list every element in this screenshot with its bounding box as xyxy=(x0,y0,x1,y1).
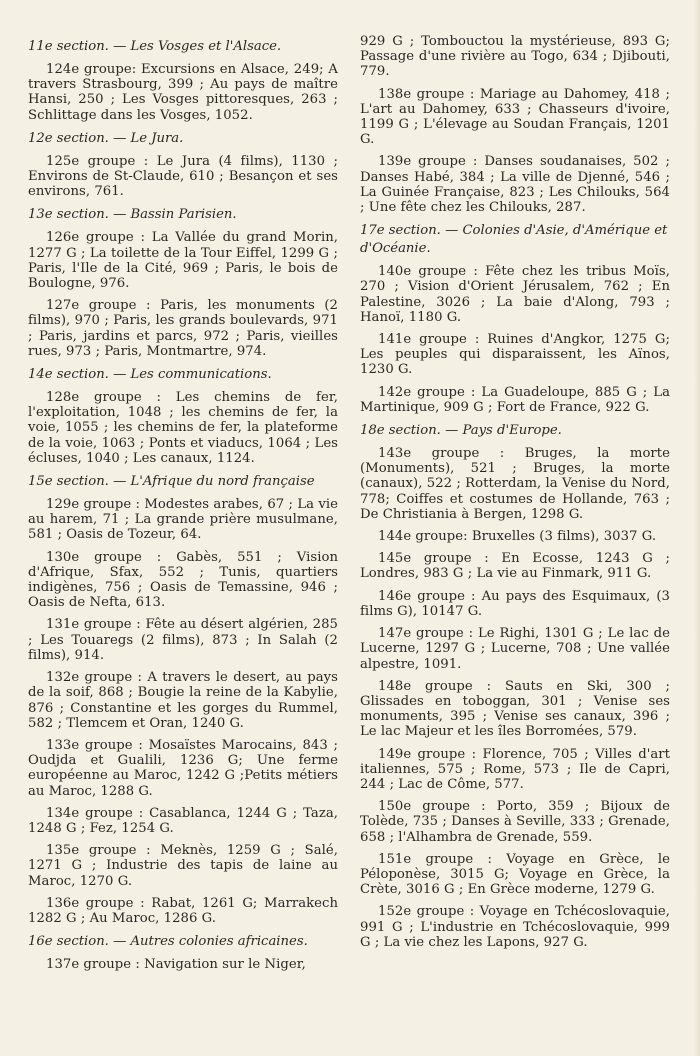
group-entry: 136e groupe : Rabat, 1261 G; Marrakech 1282 G ; Au Maroc, 1286 G. xyxy=(28,895,338,926)
section-heading: 16e section. — Autres colonies africaines. xyxy=(28,934,308,950)
group-entry: 132e groupe : A travers le desert, au pays de la soif, 868 ; Bougie la reine de la Kabylie, 876 ; Constantine et les gorges du Rummel, 582 ; Tlemcem et Oran, 1240 G. xyxy=(28,670,338,731)
group-entry: 129e groupe : Modestes arabes, 67 ; La vie au harem, 71 ; La grande prière musulmane, 581 ; Oasis de Tozeur, 64. xyxy=(28,497,338,543)
group-entry: 148e groupe : Sauts en Ski, 300 ; Glissades en toboggan, 301 ; Venise ses monuments, 395 ; Venise ses canaux, 396 ; Le lac Majeur et les îles Borromées, 579. xyxy=(360,678,670,740)
section-heading: 11e section. — Les Vosges et l'Alsace. xyxy=(28,39,282,54)
group-entry: 128e groupe : Les chemins de fer, l'exploitation, 1048 ; les chemins de fer, la voie, 1055 ; les chemins de fer, la plateforme de la voie, 1063 ; Ponts et viaducs, 1064 ; Les écluses, 1040 ; Les canaux, 1124. xyxy=(28,390,338,466)
group-entry: 125e groupe : Le Jura (4 films), 1130 ; Environs de St-Claude, 610 ; Besançon et ses environs, 761. xyxy=(28,153,338,200)
page-edge-shadow xyxy=(694,0,700,1056)
group-entry: 152e groupe : Voyage en Tchécoslovaquie, 991 G ; L'industrie en Tchécoslovaquie, 999 G ; La vie chez les Lapons, 927 G. xyxy=(360,904,670,950)
left-column xyxy=(28,38,338,979)
group-entry: 140e groupe : Fête chez les tribus Moïs, 270 ; Vision d'Orient Jérusalem, 762 ; En Palestine, 3026 ; La baie d'Along, 793 ; Hanoï, 1180 G. xyxy=(360,264,670,325)
section-heading: 15e section. — L'Afrique du nord française xyxy=(28,474,315,490)
group-entry: 127e groupe : Paris, les monuments (2 films), 970 ; Paris, les grands boulevards, 971 ; Paris, jardins et parcs, 972 ; Paris, vieilles rues, 973 ; Paris, Montmartre, 974. xyxy=(28,298,338,359)
section-heading: 14e section. — Les communications. xyxy=(28,367,272,383)
group-entry: 141e groupe : Ruines d'Angkor, 1275 G; Les peuples qui disparaissent, les Aïnos, 1230 G. xyxy=(360,332,670,378)
group-entry: 147e groupe : Le Righi, 1301 G ; Le lac de Lucerne, 1297 G ; Lucerne, 708 ; Une vallée alpestre, 1091. xyxy=(360,626,670,672)
section-heading: 18e section. — Pays d'Europe. xyxy=(360,423,562,439)
group-entry: 146e groupe : Au pays des Esquimaux, (3 films G), 10147 G. xyxy=(360,588,670,619)
group-entry: 145e groupe : En Ecosse, 1243 G ; Londres, 983 G ; La vie au Finmark, 911 G. xyxy=(360,551,670,582)
group-entry: 131e groupe : Fête au désert algérien, 285 ; Les Touaregs (2 films), 873 ; In Salah (2 films), 914. xyxy=(28,617,338,663)
group-entry: 138e groupe : Mariage au Dahomey, 418 ; L'art au Dahomey, 633 ; Chasseurs d'ivoire, 1199 G ; L'élevage au Soudan Français, 1201 G. xyxy=(360,86,670,148)
group-entry: 142e groupe : La Guadeloupe, 885 G ; La Martinique, 909 G ; Fort de France, 922 G. xyxy=(360,384,670,415)
group-entry: 124e groupe: Excursions en Alsace, 249; A travers Strasbourg, 399 ; Au pays de maître Hansi, 250 ; Les Vosges pittoresques, 263 ; Schlittage dans les Vosges, 1052. xyxy=(28,62,338,123)
group-entry: 126e groupe : La Vallée du grand Morin, 1277 G ; La toilette de la Tour Eiffel, 1299 G ; Paris, l'Ile de la Cité, 969 ; Paris, le bois de Boulogne, 976. xyxy=(28,230,338,292)
section-heading: 13e section. — Bassin Parisien. xyxy=(28,207,237,223)
group-entry: 139e groupe : Danses soudanaises, 502 ; Danses Habé, 384 ; La ville de Djenné, 546 ; La Guinée Française, 823 ; Les Chilouks, 564 ; Une fête chez les Chilouks, 287. xyxy=(360,154,670,216)
group-entry: 144e groupe: Bruxelles (3 films), 3037 G. xyxy=(378,529,657,545)
group-entry: 130e groupe : Gabès, 551 ; Vision d'Afrique, Sfax, 552 ; Tunis, quartiers indigènes, 756 ; Oasis de Temassine, 946 ; Oasis de Nefta, 613. xyxy=(28,549,338,611)
section-heading: 17e section. — Colonies d'Asie, d'Amérique et d'Océanie. xyxy=(360,223,668,257)
group-entry: 929 G ; Tombouctou la mystérieuse, 893 G; Passage d'une rivière au Togo, 634 ; Djibouti, 779. xyxy=(360,34,670,80)
group-entry: 151e groupe : Voyage en Grèce, le Péloponèse, 3015 G; Voyage en Grèce, la Crète, 3016 G ; En Grèce moderne, 1279 G. xyxy=(360,851,670,898)
group-entry: 137e groupe : Navigation sur le Niger, xyxy=(46,957,306,973)
group-entry: 149e groupe : Florence, 705 ; Villes d'art italiennes, 575 ; Rome, 573 ; Ile de Capri, 244 ; Lac de Côme, 577. xyxy=(360,746,670,792)
right-column xyxy=(360,34,670,979)
group-entry: 143e groupe : Bruges, la morte (Monuments), 521 ; Bruges, la morte (canaux), 522 ; Rotterdam, la Venise du Nord, 778; Coiffes et costumes de Hollande, 763 ; De Christiania à Bergen, 1298 G. xyxy=(360,446,670,522)
group-entry: 150e groupe : Porto, 359 ; Bijoux de Tolède, 735 ; Danses à Seville, 333 ; Grenade, 658 ; l'Alhambra de Grenade, 559. xyxy=(360,799,670,845)
group-entry: 135e groupe : Meknès, 1259 G ; Salé, 1271 G ; Industrie des tapis de laine au Maroc, 1270 G. xyxy=(28,843,338,889)
section-heading: 12e section. — Le Jura. xyxy=(28,130,184,146)
group-entry: 133e groupe : Mosaïstes Marocains, 843 ; Oudjda et Gualili, 1236 G; Une ferme européenne au Maroc, 1242 G ;Petits métiers au Maroc, 1288 G. xyxy=(28,737,338,799)
group-entry: 134e groupe : Casablanca, 1244 G ; Taza, 1248 G ; Fez, 1254 G. xyxy=(28,805,338,836)
two-column-layout xyxy=(28,34,686,979)
